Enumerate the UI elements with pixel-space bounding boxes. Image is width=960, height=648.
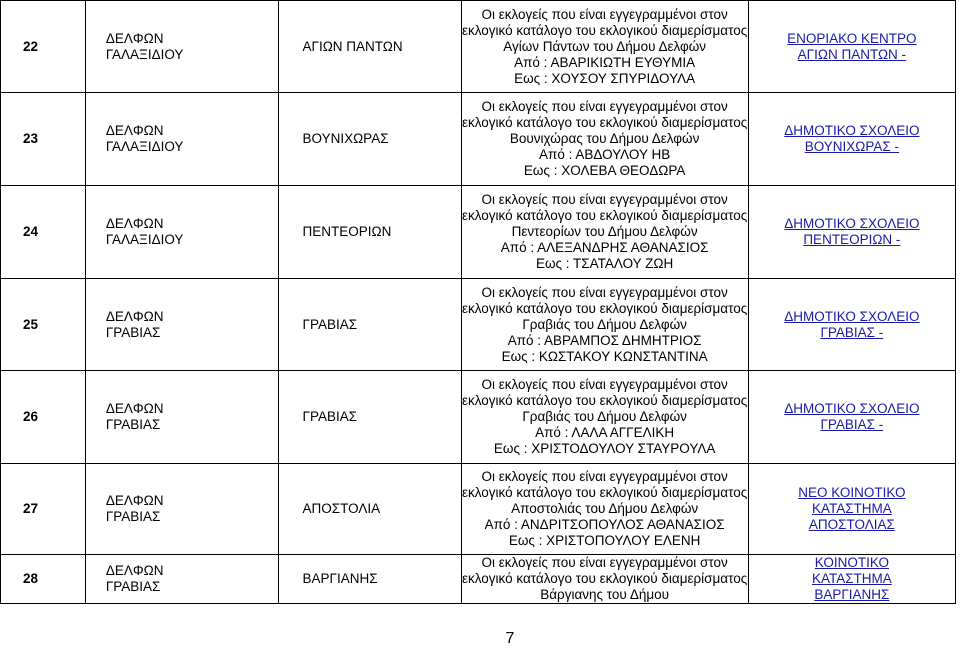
- municipality-line2: ΓΑΛΑΞΙΔΙΟΥ: [105, 139, 184, 154]
- municipality-line2: ΓΡΑΒΙΑΣ: [105, 579, 161, 594]
- table-row: [1, 186, 956, 279]
- description-cell: [461, 464, 748, 555]
- description-cell: [461, 279, 748, 371]
- to-range: Εως : ΧΟΛΕΒΑ ΘΕΟΔΩΡΑ: [523, 163, 686, 178]
- row-number: 25: [1, 279, 86, 371]
- district-cell: ΑΠΟΣΤΟΛΙΑ: [278, 464, 461, 555]
- municipality-cell: [85, 93, 278, 186]
- municipality-line1: ΔΕΛΦΩΝ: [105, 123, 164, 138]
- district-cell: ΓΡΑΒΙΑΣ: [278, 279, 461, 371]
- municipality-line2: ΓΡΑΒΙΑΣ: [105, 417, 161, 432]
- page-number: 7: [505, 630, 515, 647]
- location-link-line1[interactable]: ΔΗΜΟΤΙΚΟ ΣΧΟΛΕΙΟ: [784, 216, 920, 231]
- municipality-line1: ΔΕΛΦΩΝ: [105, 308, 164, 324]
- table-row: [1, 1, 956, 93]
- to-range: Εως : ΤΣΑΤΑΛΟΥ ΖΩΗ: [535, 256, 674, 271]
- row-number: 28: [1, 555, 86, 604]
- location-link-line3[interactable]: ΑΠΟΣΤΟΛΙΑΣ: [808, 517, 895, 532]
- table-row: [1, 555, 956, 604]
- from-range: Από : ΑΝΔΡΙΤΣΟΠΟΥΛΟΣ ΑΘΑΝΑΣΙΟΣ: [484, 517, 725, 532]
- location-cell[interactable]: [748, 186, 955, 279]
- description-text: Οι εκλογείς που είναι εγγεγραμμένοι στον εκλογικό κατάλογο του εκλογικού διαμερίσματος Αγίων Πάντων του Δήμου Δελφών: [461, 6, 748, 54]
- location-link-line2[interactable]: ΑΓΙΩΝ ΠΑΝΤΩΝ -: [797, 46, 907, 62]
- municipality-line2: ΓΡΑΒΙΑΣ: [105, 509, 161, 524]
- location-link-line1[interactable]: ΕΝΟΡΙΑΚΟ ΚΕΝΤΡΟ: [787, 30, 917, 46]
- municipality-line1: ΔΕΛΦΩΝ: [105, 563, 164, 578]
- to-range: Εως : ΧΟΥΣΟΥ ΣΠΥΡΙΔΟΥΛΑ: [514, 70, 696, 86]
- row-number: 23: [1, 93, 86, 186]
- location-cell[interactable]: [748, 93, 955, 186]
- location-cell[interactable]: [748, 1, 955, 93]
- municipality-cell: [85, 555, 278, 604]
- description-text: Οι εκλογείς που είναι εγγεγραμμένοι στον εκλογικό κατάλογο του εκλογικού διαμερίσματος Γραβιάς του Δήμου Δελφών: [461, 377, 748, 424]
- municipality-cell: [85, 279, 278, 371]
- from-range: Από : ΑΒΑΡΙΚΙΩΤΗ ΕΥΘΥΜΙΑ: [514, 54, 696, 70]
- description-cell: [461, 186, 748, 279]
- municipality-cell: [85, 464, 278, 555]
- location-link-line3[interactable]: ΒΑΡΓΙΑΝΗΣ: [814, 587, 890, 602]
- location-link-line2[interactable]: ΠΕΝΤΕΟΡΙΩΝ -: [803, 232, 901, 247]
- municipality-line1: ΔΕΛΦΩΝ: [105, 493, 164, 508]
- district-cell: ΓΡΑΒΙΑΣ: [278, 371, 461, 464]
- location-link-line1[interactable]: ΔΗΜΟΤΙΚΟ ΣΧΟΛΕΙΟ: [784, 123, 920, 138]
- to-range: Εως : ΚΩΣΤΑΚΟΥ ΚΩΝΣΤΑΝΤΙΝΑ: [501, 348, 708, 364]
- location-link-line1[interactable]: ΝΕΟ ΚΟΙΝΟΤΙΚΟ: [798, 485, 906, 500]
- location-link-line1[interactable]: ΔΗΜΟΤΙΚΟ ΣΧΟΛΕΙΟ: [784, 308, 920, 324]
- district-cell: ΒΟΥΝΙΧΩΡΑΣ: [278, 93, 461, 186]
- municipality-line1: ΔΕΛΦΩΝ: [105, 216, 164, 231]
- district-cell: ΒΑΡΓΙΑΝΗΣ: [278, 555, 461, 604]
- table-row: [1, 279, 956, 371]
- description-cell: [461, 555, 748, 604]
- row-number: 22: [1, 1, 86, 93]
- description-text: Οι εκλογείς που είναι εγγεγραμμένοι στον εκλογικό κατάλογο του εκλογικού διαμερίσματος Γραβιάς του Δήμου Δελφών: [461, 284, 748, 332]
- description-text: Οι εκλογείς που είναι εγγεγραμμένοι στον εκλογικό κατάλογο του εκλογικού διαμερίσματος Αποστολιάς του Δήμου Δελφών: [461, 469, 748, 516]
- description-cell: [461, 93, 748, 186]
- from-range: Από : ΑΒΔΟΥΛΟΥ ΗΒ: [539, 147, 671, 162]
- description-cell: [461, 371, 748, 464]
- municipality-cell: [85, 186, 278, 279]
- municipality-line1: ΔΕΛΦΩΝ: [105, 401, 164, 416]
- municipality-line2: ΓΑΛΑΞΙΔΙΟΥ: [105, 46, 184, 62]
- location-link-line2[interactable]: ΓΡΑΒΙΑΣ -: [820, 417, 884, 432]
- description-text: Οι εκλογείς που είναι εγγεγραμμένοι στον εκλογικό κατάλογο του εκλογικού διαμερίσματος Πεντεορίων του Δήμου Δελφών: [461, 192, 748, 239]
- from-range: Από : ΛΑΛΑ ΑΓΓΕΛΙΚΗ: [535, 425, 675, 440]
- table-row: [1, 464, 956, 555]
- district-cell: ΑΓΙΩΝ ΠΑΝΤΩΝ: [278, 1, 461, 93]
- row-number: 24: [1, 186, 86, 279]
- municipality-line2: ΓΡΑΒΙΑΣ: [105, 324, 161, 340]
- description-cell: [461, 1, 748, 93]
- row-number: 26: [1, 371, 86, 464]
- location-link-line2[interactable]: ΒΟΥΝΙΧΩΡΑΣ -: [804, 139, 899, 154]
- location-cell[interactable]: [748, 464, 955, 555]
- location-cell[interactable]: [748, 279, 955, 371]
- location-link-line2[interactable]: ΓΡΑΒΙΑΣ -: [820, 324, 884, 340]
- row-number: 27: [1, 464, 86, 555]
- location-link-line2[interactable]: ΚΑΤΑΣΤΗΜΑ: [811, 501, 892, 516]
- location-link-line1[interactable]: ΔΗΜΟΤΙΚΟ ΣΧΟΛΕΙΟ: [784, 401, 920, 416]
- from-range: Από : ΑΛΕΞΑΝΔΡΗΣ ΑΘΑΝΑΣΙΟΣ: [500, 240, 709, 255]
- district-cell: ΠΕΝΤΕΟΡΙΩΝ: [278, 186, 461, 279]
- table-row: [1, 371, 956, 464]
- to-range: Εως : ΧΡΙΣΤΟΔΟΥΛΟΥ ΣΤΑΥΡΟΥΛΑ: [493, 441, 716, 456]
- to-range: Εως : ΧΡΙΣΤΟΠΟΥΛΟΥ ΕΛΕΝΗ: [508, 533, 701, 548]
- location-link-line1[interactable]: ΚΟΙΝΟΤΙΚΟ: [814, 555, 889, 570]
- table-row: [1, 93, 956, 186]
- description-text: Οι εκλογείς που είναι εγγεγραμμένοι στον εκλογικό κατάλογο του εκλογικού διαμερίσματος Βάργιανης του Δήμου: [461, 555, 748, 602]
- municipality-line1: ΔΕΛΦΩΝ: [105, 30, 164, 46]
- location-link-line2[interactable]: ΚΑΤΑΣΤΗΜΑ: [811, 571, 892, 586]
- location-cell[interactable]: [748, 555, 955, 604]
- municipality-line2: ΓΑΛΑΞΙΔΙΟΥ: [105, 232, 184, 247]
- from-range: Από : ΑΒΡΑΜΠΟΣ ΔΗΜΗΤΡΙΟΣ: [507, 332, 702, 348]
- municipality-cell: [85, 371, 278, 464]
- municipality-cell: [85, 1, 278, 93]
- description-text: Οι εκλογείς που είναι εγγεγραμμένοι στον εκλογικό κατάλογο του εκλογικού διαμερίσματος Βουνιχώρας του Δήμου Δελφών: [461, 99, 748, 146]
- location-cell[interactable]: [748, 371, 955, 464]
